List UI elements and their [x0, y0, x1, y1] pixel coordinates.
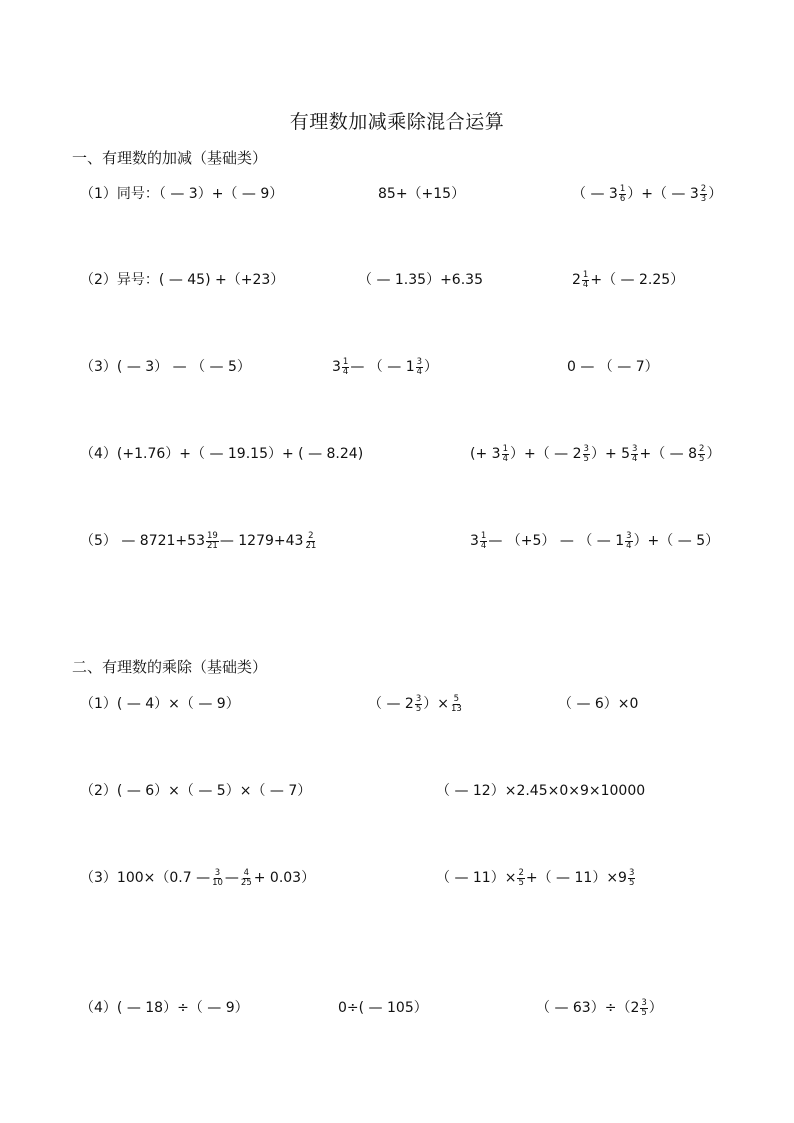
denominator: 5 [628, 877, 635, 888]
expr-text: （ — 2 [368, 696, 414, 712]
denominator: 6 [619, 193, 626, 204]
denominator: 4 [502, 453, 508, 464]
numerator: 1 [480, 530, 487, 541]
denominator: 5 [699, 453, 705, 464]
problem-1-1c [572, 184, 722, 204]
numerator: 2 [700, 183, 707, 194]
fraction [450, 695, 463, 714]
expr-text: — （ — 1 [350, 359, 415, 375]
problem-1-2c [572, 270, 684, 290]
numerator: 4 [243, 867, 250, 878]
problem-2-3b [436, 868, 636, 888]
numerator: 1 [502, 443, 508, 454]
numerator: 3 [626, 530, 632, 541]
denominator: 5 [415, 703, 422, 714]
denominator: 4 [582, 279, 589, 290]
numerator: 3 [415, 693, 422, 704]
expr-text: + 0.03） [253, 870, 316, 886]
numerator: 3 [632, 443, 638, 454]
fraction [625, 532, 632, 551]
numerator: 5 [453, 693, 460, 704]
denominator: 4 [632, 453, 638, 464]
problem-2-1a: （1）( — 4）×（ — 9） [80, 696, 240, 712]
denominator: 13 [450, 703, 462, 714]
problem-2-1c: （ — 6）×0 [558, 696, 639, 712]
denominator: 21 [305, 540, 317, 551]
problem-1-5b [470, 531, 719, 551]
denominator: 4 [416, 366, 423, 377]
denominator: 21 [206, 540, 218, 551]
fraction [211, 869, 224, 888]
denominator: 25 [240, 877, 252, 888]
numerator: 2 [308, 530, 314, 541]
expr-text: +（ — 8 [639, 446, 698, 462]
denominator: 5 [641, 1007, 647, 1018]
numerator: 2 [699, 443, 705, 454]
expr-text: 2 [572, 272, 581, 288]
expr-text: +（ — 2.25） [590, 272, 685, 288]
expr-text: （ — 63）÷（2 [536, 1000, 640, 1016]
problem-1-4a: （4）(+1.76）+（ — 19.15）+ ( — 8.24) [80, 446, 364, 462]
numerator: 3 [416, 356, 423, 367]
numerator: 19 [206, 530, 218, 541]
numerator: 2 [518, 867, 524, 878]
expr-text: — [224, 870, 239, 886]
problem-2-2b: （ — 12）×2.45×0×9×10000 [436, 783, 646, 799]
expr-text: （ — 3 [572, 186, 618, 202]
expr-text: ） [706, 446, 721, 462]
expr-text: — （+5） — （ — 1 [488, 533, 625, 549]
numerator: 1 [619, 183, 626, 194]
expr-text: ） [708, 186, 723, 202]
problem-1-2a: （2）异号：( — 45) +（+23） [80, 272, 285, 288]
fraction [583, 445, 590, 464]
fraction [628, 869, 635, 888]
expr-text: — 1279+43 [219, 533, 304, 549]
numerator: 1 [342, 356, 349, 367]
page-title: 有理数加减乘除混合运算 [289, 111, 505, 133]
problem-1-2b: （ — 1.35）+6.35 [358, 272, 483, 288]
fraction [631, 445, 638, 464]
fraction [415, 695, 422, 714]
denominator: 3 [700, 193, 707, 204]
problem-2-4a: （4）( — 18）÷（ — 9） [80, 1000, 249, 1016]
problem-1-4b [470, 444, 720, 464]
expr-text: ）+ 5 [590, 446, 631, 462]
denominator: 4 [626, 540, 632, 551]
expr-text: (+ 3 [470, 446, 501, 462]
expr-text: ） [648, 1000, 663, 1016]
problem-1-1b: 85+（+15） [378, 186, 466, 202]
expr-text: 3 [470, 533, 479, 549]
numerator: 3 [583, 443, 589, 454]
denominator: 5 [583, 453, 589, 464]
fraction [206, 532, 219, 551]
problem-1-3a: （3）( — 3） — （ — 5） [80, 359, 251, 375]
problem-2-2a: （2）( — 6）×（ — 5）×（ — 7） [80, 783, 312, 799]
fraction [240, 869, 253, 888]
fraction [619, 185, 626, 204]
problem-2-4c [536, 998, 663, 1018]
fraction [502, 445, 509, 464]
fraction [698, 445, 705, 464]
numerator: 3 [214, 867, 221, 878]
expr-text: +（ — 11）×9 [525, 870, 627, 886]
numerator: 3 [628, 867, 635, 878]
fraction [700, 185, 707, 204]
denominator: 4 [480, 540, 487, 551]
expr-text: ）+（ — 2 [509, 446, 582, 462]
problem-2-1b [368, 694, 464, 714]
denominator: 4 [342, 366, 349, 377]
fraction [640, 999, 647, 1018]
expr-text: （3）100×（0.7 — [80, 870, 211, 886]
expr-text: （5） — 8721+53 [80, 533, 205, 549]
fraction [342, 358, 349, 377]
problem-1-3c: 0 — （ — 7） [567, 359, 659, 375]
section-1-heading: 一、有理数的加减（基础类） [72, 149, 268, 167]
problem-2-3a [80, 868, 315, 888]
denominator: 5 [518, 877, 524, 888]
numerator: 1 [582, 269, 589, 280]
expr-text: ）+（ — 5） [633, 533, 720, 549]
problem-2-4b: 0÷( — 105） [338, 1000, 428, 1016]
numerator: 3 [641, 997, 647, 1008]
fraction [304, 532, 317, 551]
fraction [480, 532, 487, 551]
section-2-heading: 二、有理数的乘除（基础类） [72, 658, 268, 676]
expr-text: 3 [332, 359, 341, 375]
problem-1-5a [80, 531, 318, 551]
denominator: 10 [212, 877, 223, 888]
fraction [416, 358, 423, 377]
fraction [517, 869, 524, 888]
fraction [582, 271, 589, 290]
expr-text: （ — 11）× [436, 870, 517, 886]
expr-text: ）× [423, 696, 449, 712]
problem-1-3b [332, 357, 438, 377]
expr-text: ） [424, 359, 439, 375]
expr-text: ）+（ — 3 [627, 186, 699, 202]
problem-1-1a: （1）同号：（ — 3）+（ — 9） [80, 186, 284, 202]
